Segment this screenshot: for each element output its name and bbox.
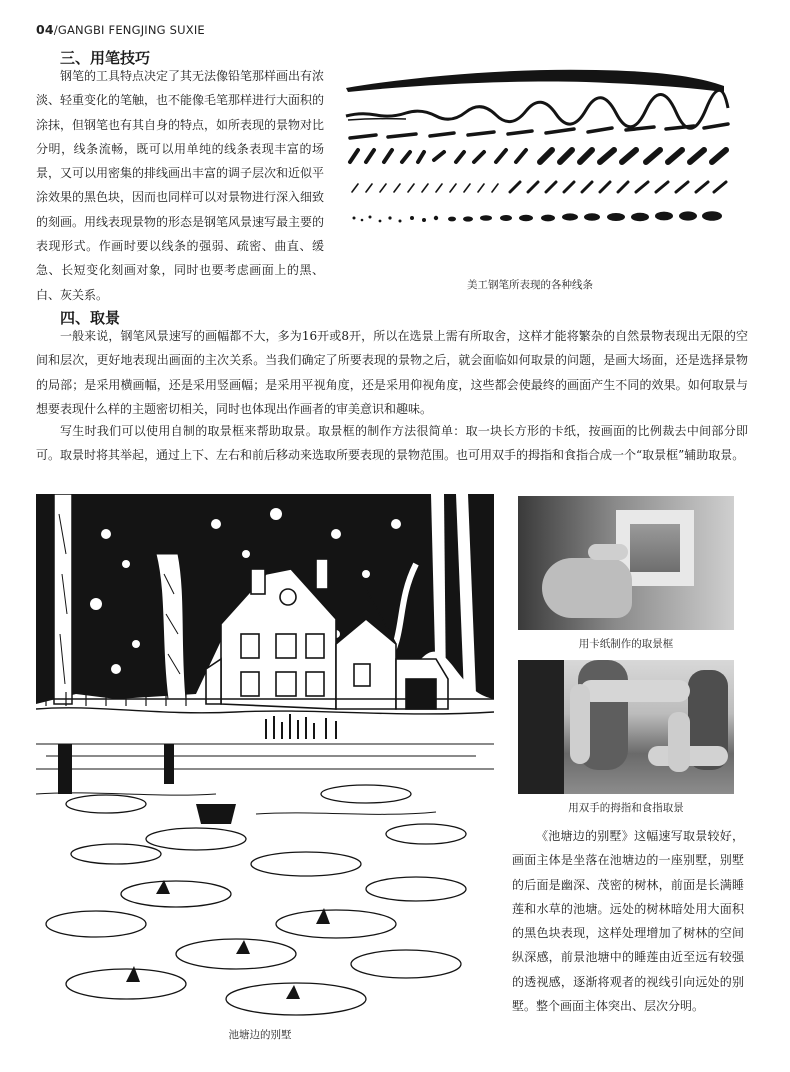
pen-strokes-caption: 美工钢笔所表现的各种线条 bbox=[467, 279, 593, 291]
section-4-heading: 四、取景 bbox=[60, 309, 121, 327]
hand-frame-photo bbox=[518, 660, 734, 794]
page-number: 04 bbox=[36, 22, 54, 37]
photo-2-caption: 用双手的拇指和食指取景 bbox=[568, 802, 684, 814]
section-3-heading: 三、用笔技巧 bbox=[60, 49, 151, 67]
photo-1-caption: 用卡纸制作的取景框 bbox=[578, 638, 674, 650]
section-4-paragraph-2: 写生时我们可以使用自制的取景框来帮助取景。取景框的制作方法很简单：取一块长方形的卡纸，按画面的比例裁去中间部分即可。取景时将其举起，通过上下、左右和前后移动来选取所要表现的景物范围。也可用双手的拇指和食指合成一个“取景框”辅助取景。 bbox=[36, 424, 748, 463]
pen-strokes-figure bbox=[336, 58, 736, 258]
paper-viewfinder-photo bbox=[518, 496, 734, 630]
analysis-paragraph: 《池塘边的别墅》这幅速写取景较好，画面主体是坐落在池塘边的一座别墅，别墅的后面是幽深、茂密的树林，前面是长满睡莲和水草的池塘。远处的树林暗处用大面积的黑色块表现，这样处理增加了树林的空间纵深感，前景池塘中的睡莲由近至远有较强的透视感，逐渐将观者的视线引向远处的别墅。整个画面主体突出、层次分明。 bbox=[512, 829, 744, 1014]
series-title: /GANGBI FENGJING SUXIE bbox=[53, 23, 205, 37]
villa-pond-sketch bbox=[36, 494, 494, 1020]
section-4-paragraph-1: 一般来说，钢笔风景速写的画幅都不大，多为16开或8开，所以在选景上需有所取舍，这样才能将繁杂的自然景物表现出无限的空间和层次，更好地表现出画面的主次关系。当我们确定了所要表现的景物之后，就会面临如何取景的问题，是画大场面，还是选择景物的局部；是采用横画幅，还是采用竖画幅；是采用平视角度，还是采用仰视角度，这些都会使最终的画面产生不同的效果。如何取景与想要表现什么样的主题密切相关，同时也体现出作画者的审美意识和趣味。 bbox=[36, 329, 748, 416]
sketch-caption: 池塘边的别墅 bbox=[228, 1029, 292, 1041]
running-header bbox=[36, 22, 205, 37]
section-3-paragraph: 钢笔的工具特点决定了其无法像铅笔那样画出有浓淡、轻重变化的笔触，也不能像毛笔那样进行大面积的涂抹，但钢笔也有其自身的特点，如所表现的景物对比分明，线条流畅，既可以用单纯的线条表现丰富的场景，又可以用密集的排线画出丰富的调子层次和近似平涂效果的黑色块，因而也同样可以对景物进行深入细致的刻画。用线表现景物的形态是钢笔风景速写最主要的表现形式。作画时要以线条的强弱、疏密、曲直、缓急、长短变化刻画对象，同时也要考虑画面上的黑、白、灰关系。 bbox=[36, 69, 325, 302]
